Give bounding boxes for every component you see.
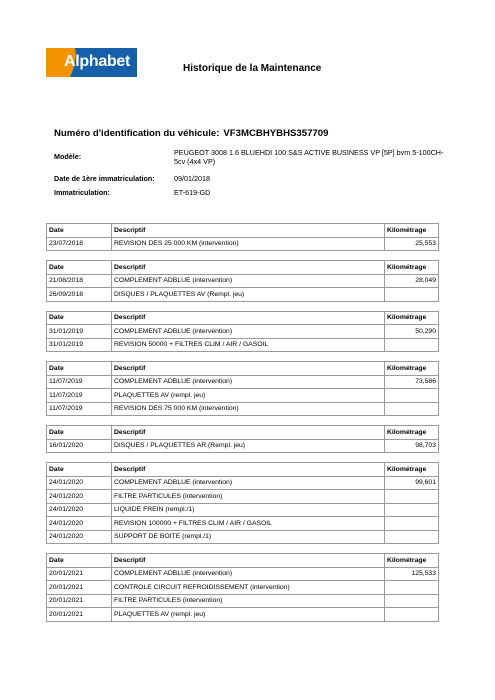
table-header-row bbox=[47, 463, 439, 477]
table-header-row bbox=[47, 224, 439, 238]
row-mileage bbox=[385, 594, 439, 608]
header-date: Date bbox=[47, 463, 112, 477]
maintenance-table bbox=[46, 553, 439, 622]
row-date: 11/07/2019 bbox=[47, 389, 112, 403]
row-description: LIQUIDE FREIN (rempl./1) bbox=[112, 503, 385, 517]
row-date: 21/08/2018 bbox=[47, 274, 112, 288]
row-date: 20/01/2021 bbox=[47, 608, 112, 622]
table-header-row bbox=[47, 261, 439, 275]
table-row bbox=[47, 503, 439, 517]
table-header-row bbox=[47, 362, 439, 376]
row-description: FILTRE PARTICULES (intervention) bbox=[112, 490, 385, 504]
row-description: COMPLEMENT ADBLUE (intervention) bbox=[112, 567, 385, 581]
row-date: 16/01/2020 bbox=[47, 439, 112, 453]
table-row bbox=[47, 530, 439, 544]
row-date: 23/07/2018 bbox=[47, 237, 112, 251]
header-description: Descriptif bbox=[112, 463, 385, 477]
row-mileage bbox=[385, 402, 439, 416]
header-description: Descriptif bbox=[112, 362, 385, 376]
row-date: 31/01/2019 bbox=[47, 338, 112, 352]
maintenance-table bbox=[46, 260, 439, 302]
table-header-row bbox=[47, 554, 439, 568]
vin-heading bbox=[54, 128, 328, 139]
table-row bbox=[47, 375, 439, 389]
maintenance-table bbox=[46, 462, 439, 544]
table-row bbox=[47, 288, 439, 302]
row-mileage bbox=[385, 338, 439, 352]
row-mileage bbox=[385, 503, 439, 517]
row-mileage: 125,533 bbox=[385, 567, 439, 581]
row-mileage bbox=[385, 581, 439, 595]
row-description: CONTROLE CIRCUIT REFROIDISSEMENT (intervention) bbox=[112, 581, 385, 595]
row-mileage bbox=[385, 517, 439, 531]
maintenance-table bbox=[46, 311, 439, 353]
maintenance-table bbox=[46, 223, 439, 251]
row-date: 31/01/2019 bbox=[47, 325, 112, 339]
table-row bbox=[47, 237, 439, 251]
table-row bbox=[47, 402, 439, 416]
report-title: Historique de la Maintenance bbox=[183, 63, 322, 74]
row-date: 20/01/2021 bbox=[47, 567, 112, 581]
header-description: Descriptif bbox=[112, 224, 385, 238]
row-date: 24/01/2020 bbox=[47, 517, 112, 531]
row-mileage: 73,586 bbox=[385, 375, 439, 389]
model-label: Modèle: bbox=[54, 152, 82, 161]
row-date: 26/09/2018 bbox=[47, 288, 112, 302]
row-mileage bbox=[385, 490, 439, 504]
table-row bbox=[47, 476, 439, 490]
row-description: FILTRE PARTICULES (intervention) bbox=[112, 594, 385, 608]
header-description: Descriptif bbox=[112, 261, 385, 275]
table-header-row bbox=[47, 426, 439, 440]
row-mileage: 25,553 bbox=[385, 237, 439, 251]
table-row bbox=[47, 594, 439, 608]
table-row bbox=[47, 338, 439, 352]
header-description: Descriptif bbox=[112, 311, 385, 325]
header-date: Date bbox=[47, 224, 112, 238]
row-date: 24/01/2020 bbox=[47, 490, 112, 504]
plate-label: Immatriculation: bbox=[54, 188, 110, 197]
row-date: 24/01/2020 bbox=[47, 476, 112, 490]
table-row bbox=[47, 389, 439, 403]
header-date: Date bbox=[47, 362, 112, 376]
header-description: Descriptif bbox=[112, 554, 385, 568]
maintenance-table bbox=[46, 361, 439, 416]
row-date: 20/01/2021 bbox=[47, 594, 112, 608]
row-description: PLAQUETTES AV (rempl. jeu) bbox=[112, 389, 385, 403]
row-mileage: 28,049 bbox=[385, 274, 439, 288]
row-description: REVISION DES 25 000 KM (intervention) bbox=[112, 237, 385, 251]
row-mileage: 50,290 bbox=[385, 325, 439, 339]
row-description: SUPPORT DE BOITE (rempl./1) bbox=[112, 530, 385, 544]
header-date: Date bbox=[47, 554, 112, 568]
table-header-row bbox=[47, 311, 439, 325]
alphabet-logo bbox=[46, 48, 137, 77]
table-row bbox=[47, 608, 439, 622]
row-date: 24/01/2020 bbox=[47, 530, 112, 544]
row-description: COMPLEMENT ADBLUE (intervention) bbox=[112, 325, 385, 339]
row-description: REVISION 100000 + FILTRES CLIM / AIR / GASOIL bbox=[112, 517, 385, 531]
header-km: Kilométrage bbox=[385, 554, 439, 568]
table-row bbox=[47, 490, 439, 504]
row-description: REVISION DES 75 000 KM (intervention) bbox=[112, 402, 385, 416]
table-row bbox=[47, 439, 439, 453]
row-date: 11/07/2019 bbox=[47, 375, 112, 389]
row-date: 20/01/2021 bbox=[47, 581, 112, 595]
maintenance-history bbox=[46, 223, 439, 631]
first-registration-label: Date de 1ère immatriculation: bbox=[54, 174, 155, 183]
table-row bbox=[47, 274, 439, 288]
row-mileage bbox=[385, 608, 439, 622]
plate-value: ET-619-GD bbox=[174, 188, 211, 197]
header-date: Date bbox=[47, 311, 112, 325]
row-mileage: 99,601 bbox=[385, 476, 439, 490]
logo-wordmark: Alphabet bbox=[64, 53, 131, 70]
table-row bbox=[47, 567, 439, 581]
table-row bbox=[47, 325, 439, 339]
table-row bbox=[47, 581, 439, 595]
row-mileage: 98,703 bbox=[385, 439, 439, 453]
header-date: Date bbox=[47, 261, 112, 275]
table-row bbox=[47, 517, 439, 531]
vin-value: VF3MCBHYBHS357709 bbox=[223, 128, 329, 139]
header-km: Kilométrage bbox=[385, 224, 439, 238]
row-date: 24/01/2020 bbox=[47, 503, 112, 517]
row-description: DISQUES / PLAQUETTES AV (Rempl. jeu) bbox=[112, 288, 385, 302]
row-description: COMPLEMENT ADBLUE (intervention) bbox=[112, 274, 385, 288]
model-value: PEUGEOT 3008 1.6 BLUEHDI 100 S&S ACTIVE BUSINESS VP [5P] bvm 5-100CH-5cv (4x4 VP) bbox=[174, 148, 444, 166]
header-description: Descriptif bbox=[112, 426, 385, 440]
row-description: PLAQUETTES AV (rempl. jeu) bbox=[112, 608, 385, 622]
header-km: Kilométrage bbox=[385, 261, 439, 275]
row-mileage bbox=[385, 530, 439, 544]
header-km: Kilométrage bbox=[385, 311, 439, 325]
header-km: Kilométrage bbox=[385, 463, 439, 477]
row-date: 11/07/2019 bbox=[47, 402, 112, 416]
row-description: REVISION 50000 + FILTRES CLIM / AIR / GASOIL bbox=[112, 338, 385, 352]
row-mileage bbox=[385, 389, 439, 403]
maintenance-table bbox=[46, 425, 439, 453]
vin-label: Numéro d'identification du véhicule: bbox=[54, 128, 220, 139]
header-date: Date bbox=[47, 426, 112, 440]
row-mileage bbox=[385, 288, 439, 302]
header-km: Kilométrage bbox=[385, 426, 439, 440]
row-description: DISQUES / PLAQUETTES AR (Rempl. jeu) bbox=[112, 439, 385, 453]
first-registration-value: 09/01/2018 bbox=[174, 174, 210, 183]
row-description: COMPLEMENT ADBLUE (intervention) bbox=[112, 375, 385, 389]
row-description: COMPLEMENT ADBLUE (intervention) bbox=[112, 476, 385, 490]
header-km: Kilométrage bbox=[385, 362, 439, 376]
